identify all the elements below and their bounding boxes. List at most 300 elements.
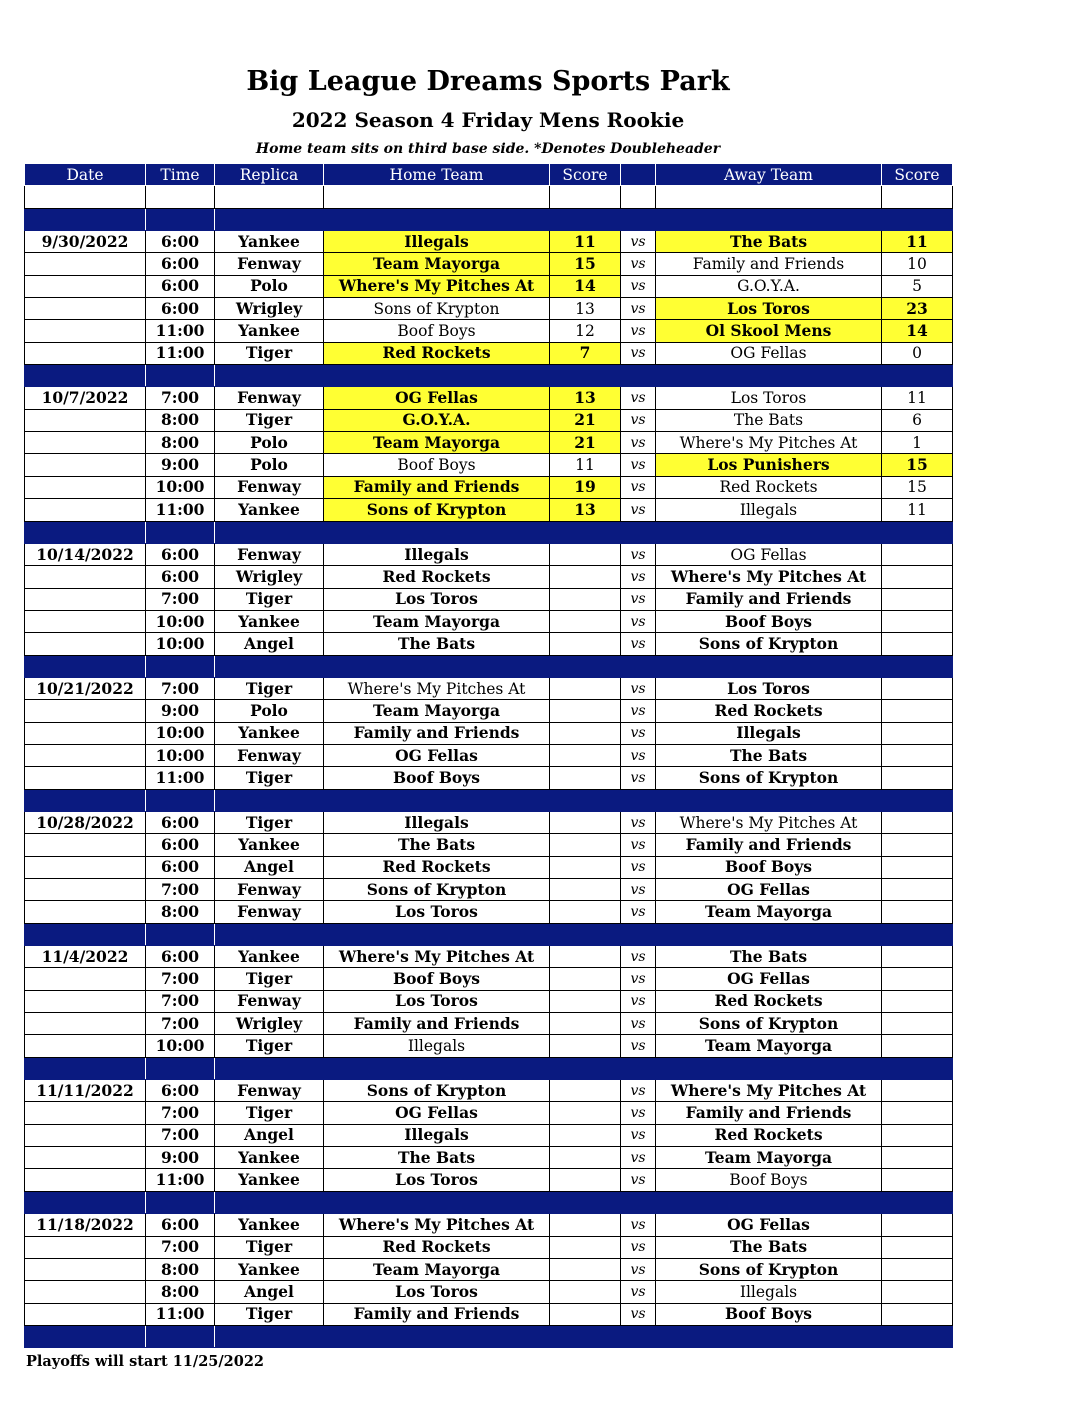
- away-score: [882, 610, 953, 632]
- game-row: [25, 1124, 953, 1146]
- game-field: Wrigley: [215, 298, 324, 320]
- home-score: [550, 901, 621, 923]
- away-team: Sons of Krypton: [656, 767, 882, 789]
- vs-label: vs: [621, 1080, 656, 1102]
- away-score: 10: [882, 253, 953, 275]
- home-team: Where's My Pitches At: [324, 946, 550, 968]
- home-team: Los Toros: [324, 990, 550, 1012]
- vs-label: vs: [621, 1303, 656, 1325]
- home-score: [550, 1281, 621, 1303]
- away-team: Illegals: [656, 722, 882, 744]
- game-date: [25, 610, 146, 632]
- away-team: Boof Boys: [656, 610, 882, 632]
- away-team: Red Rockets: [656, 700, 882, 722]
- game-time: 6:00: [146, 231, 215, 253]
- home-score: [550, 677, 621, 699]
- vs-label: vs: [621, 1281, 656, 1303]
- separator-cell: [324, 1191, 550, 1213]
- separator-cell: [146, 789, 215, 811]
- away-score: 15: [882, 454, 953, 476]
- separator-cell: [25, 1325, 146, 1347]
- away-team: Sons of Krypton: [656, 1013, 882, 1035]
- game-time: 10:00: [146, 633, 215, 655]
- away-score: [882, 856, 953, 878]
- away-score: 6: [882, 409, 953, 431]
- away-team: Red Rockets: [656, 476, 882, 498]
- away-score: [882, 1147, 953, 1169]
- game-row: [25, 253, 953, 275]
- separator-cell: [621, 1325, 656, 1347]
- game-time: 8:00: [146, 409, 215, 431]
- away-score: [882, 1080, 953, 1102]
- separator-cell: [25, 1057, 146, 1079]
- vs-label: vs: [621, 476, 656, 498]
- game-date: [25, 454, 146, 476]
- away-team: Boof Boys: [656, 1303, 882, 1325]
- away-score: [882, 700, 953, 722]
- game-row: [25, 901, 953, 923]
- game-time: 6:00: [146, 1214, 215, 1236]
- game-time: 7:00: [146, 588, 215, 610]
- game-field: Tiger: [215, 968, 324, 990]
- game-time: 6:00: [146, 946, 215, 968]
- game-date: [25, 1035, 146, 1057]
- home-score: [550, 1013, 621, 1035]
- away-team: OG Fellas: [656, 1214, 882, 1236]
- home-score: 11: [550, 454, 621, 476]
- vs-label: vs: [621, 767, 656, 789]
- separator-cell: [146, 365, 215, 387]
- away-score: [882, 1169, 953, 1191]
- game-time: 9:00: [146, 454, 215, 476]
- away-team: OG Fellas: [656, 968, 882, 990]
- separator-cell: [215, 208, 324, 230]
- away-team: Los Punishers: [656, 454, 882, 476]
- home-team: Illegals: [324, 811, 550, 833]
- home-score: [550, 1169, 621, 1191]
- away-score: [882, 990, 953, 1012]
- away-team: Team Mayorga: [656, 901, 882, 923]
- game-row: [25, 1013, 953, 1035]
- game-date: [25, 499, 146, 521]
- vs-label: vs: [621, 342, 656, 364]
- home-score: [550, 946, 621, 968]
- game-time: 6:00: [146, 566, 215, 588]
- game-field: Tiger: [215, 1236, 324, 1258]
- game-field: Yankee: [215, 320, 324, 342]
- home-team: Los Toros: [324, 1169, 550, 1191]
- separator-cell: [621, 1057, 656, 1079]
- separator-cell: [146, 208, 215, 230]
- away-team: Ol Skool Mens: [656, 320, 882, 342]
- separator-cell: [882, 521, 953, 543]
- game-time: 11:00: [146, 1169, 215, 1191]
- game-date: [25, 767, 146, 789]
- separator-cell: [656, 1325, 882, 1347]
- game-time: 7:00: [146, 1013, 215, 1035]
- separator-cell: [324, 1057, 550, 1079]
- vs-label: vs: [621, 1258, 656, 1280]
- home-score: 11: [550, 231, 621, 253]
- separator-cell: [215, 1057, 324, 1079]
- empty-cell: [550, 186, 621, 208]
- away-team: Boof Boys: [656, 1169, 882, 1191]
- game-time: 6:00: [146, 298, 215, 320]
- away-score: [882, 588, 953, 610]
- separator-cell: [550, 365, 621, 387]
- game-field: Yankee: [215, 946, 324, 968]
- away-score: [882, 834, 953, 856]
- home-team: Team Mayorga: [324, 432, 550, 454]
- home-team: Family and Friends: [324, 1303, 550, 1325]
- away-score: 0: [882, 342, 953, 364]
- home-score: [550, 543, 621, 565]
- game-row: [25, 543, 953, 565]
- game-time: 7:00: [146, 990, 215, 1012]
- home-team: Team Mayorga: [324, 1258, 550, 1280]
- separator-cell: [656, 208, 882, 230]
- vs-label: vs: [621, 566, 656, 588]
- away-score: [882, 1214, 953, 1236]
- game-time: 11:00: [146, 320, 215, 342]
- separator-cell: [324, 1325, 550, 1347]
- game-time: 10:00: [146, 610, 215, 632]
- col-home-score: Score: [550, 164, 621, 186]
- home-team: Red Rockets: [324, 856, 550, 878]
- game-time: 8:00: [146, 432, 215, 454]
- game-field: Angel: [215, 1124, 324, 1146]
- home-team: OG Fellas: [324, 387, 550, 409]
- empty-cell: [146, 186, 215, 208]
- game-field: Wrigley: [215, 566, 324, 588]
- header-row: [25, 164, 953, 186]
- game-field: Yankee: [215, 610, 324, 632]
- away-team: Sons of Krypton: [656, 633, 882, 655]
- away-score: 15: [882, 476, 953, 498]
- empty-cell: [215, 186, 324, 208]
- away-score: 11: [882, 499, 953, 521]
- away-team: Los Toros: [656, 298, 882, 320]
- vs-label: vs: [621, 432, 656, 454]
- home-team: Red Rockets: [324, 566, 550, 588]
- separator-cell: [656, 365, 882, 387]
- game-date: [25, 320, 146, 342]
- away-score: [882, 633, 953, 655]
- separator-cell: [550, 1057, 621, 1079]
- vs-label: vs: [621, 968, 656, 990]
- away-score: [882, 543, 953, 565]
- home-team: Team Mayorga: [324, 610, 550, 632]
- game-field: Fenway: [215, 387, 324, 409]
- away-score: [882, 744, 953, 766]
- game-date: [25, 1102, 146, 1124]
- home-score: [550, 744, 621, 766]
- separator-cell: [146, 1057, 215, 1079]
- home-score: [550, 856, 621, 878]
- separator-cell: [215, 1325, 324, 1347]
- home-score: [550, 588, 621, 610]
- game-time: 6:00: [146, 253, 215, 275]
- game-row: [25, 856, 953, 878]
- col-time: Time: [146, 164, 215, 186]
- game-row: [25, 1281, 953, 1303]
- vs-label: vs: [621, 610, 656, 632]
- game-date: [25, 253, 146, 275]
- separator-cell: [882, 1325, 953, 1347]
- game-date: 10/14/2022: [25, 543, 146, 565]
- separator-cell: [146, 1191, 215, 1213]
- game-time: 11:00: [146, 342, 215, 364]
- game-time: 10:00: [146, 1035, 215, 1057]
- away-team: Red Rockets: [656, 990, 882, 1012]
- vs-label: vs: [621, 275, 656, 297]
- col-replica: Replica: [215, 164, 324, 186]
- schedule-table: [24, 163, 953, 1348]
- vs-label: vs: [621, 946, 656, 968]
- separator-cell: [550, 208, 621, 230]
- away-score: [882, 811, 953, 833]
- game-date: [25, 968, 146, 990]
- away-score: [882, 901, 953, 923]
- away-team: Team Mayorga: [656, 1147, 882, 1169]
- home-score: 21: [550, 432, 621, 454]
- separator-cell: [656, 1057, 882, 1079]
- away-score: [882, 677, 953, 699]
- separator-cell: [656, 789, 882, 811]
- week-separator: [25, 521, 953, 543]
- separator-cell: [25, 789, 146, 811]
- game-row: [25, 231, 953, 253]
- game-date: [25, 1147, 146, 1169]
- away-score: 14: [882, 320, 953, 342]
- home-score: 13: [550, 387, 621, 409]
- game-time: 7:00: [146, 387, 215, 409]
- game-date: 11/4/2022: [25, 946, 146, 968]
- away-score: [882, 1035, 953, 1057]
- separator-cell: [324, 923, 550, 945]
- empty-cell: [882, 186, 953, 208]
- game-field: Tiger: [215, 677, 324, 699]
- vs-label: vs: [621, 879, 656, 901]
- away-team: Red Rockets: [656, 1124, 882, 1146]
- game-time: 8:00: [146, 901, 215, 923]
- game-date: 9/30/2022: [25, 231, 146, 253]
- week-separator: [25, 655, 953, 677]
- home-team: G.O.Y.A.: [324, 409, 550, 431]
- game-row: [25, 744, 953, 766]
- game-time: 6:00: [146, 275, 215, 297]
- away-team: Illegals: [656, 499, 882, 521]
- separator-cell: [621, 208, 656, 230]
- vs-label: vs: [621, 1236, 656, 1258]
- away-team: Boof Boys: [656, 856, 882, 878]
- game-row: [25, 1080, 953, 1102]
- game-date: [25, 1258, 146, 1280]
- away-score: [882, 946, 953, 968]
- game-row: [25, 387, 953, 409]
- home-score: 21: [550, 409, 621, 431]
- separator-cell: [25, 208, 146, 230]
- home-score: 12: [550, 320, 621, 342]
- col-away-team: Away Team: [656, 164, 882, 186]
- game-row: [25, 1214, 953, 1236]
- playoffs-note: Playoffs will start 11/25/2022: [26, 1353, 265, 1370]
- home-team: Red Rockets: [324, 1236, 550, 1258]
- separator-cell: [25, 521, 146, 543]
- away-score: [882, 1236, 953, 1258]
- game-row: [25, 990, 953, 1012]
- game-row: [25, 320, 953, 342]
- game-field: Polo: [215, 454, 324, 476]
- vs-label: vs: [621, 499, 656, 521]
- game-date: [25, 633, 146, 655]
- separator-cell: [550, 521, 621, 543]
- game-date: [25, 879, 146, 901]
- away-team: Where's My Pitches At: [656, 432, 882, 454]
- game-field: Polo: [215, 432, 324, 454]
- game-field: Yankee: [215, 1214, 324, 1236]
- home-team: The Bats: [324, 834, 550, 856]
- vs-label: vs: [621, 722, 656, 744]
- away-score: [882, 1303, 953, 1325]
- game-time: 7:00: [146, 1236, 215, 1258]
- away-team: G.O.Y.A.: [656, 275, 882, 297]
- separator-cell: [882, 1057, 953, 1079]
- separator-cell: [215, 521, 324, 543]
- empty-cell: [621, 186, 656, 208]
- away-score: [882, 767, 953, 789]
- separator-cell: [882, 923, 953, 945]
- home-team: Illegals: [324, 543, 550, 565]
- away-team: Team Mayorga: [656, 1035, 882, 1057]
- away-team: Family and Friends: [656, 253, 882, 275]
- away-team: The Bats: [656, 946, 882, 968]
- game-field: Tiger: [215, 588, 324, 610]
- game-date: [25, 409, 146, 431]
- separator-cell: [146, 521, 215, 543]
- separator-cell: [621, 521, 656, 543]
- away-score: 23: [882, 298, 953, 320]
- week-separator: [25, 1057, 953, 1079]
- game-field: Angel: [215, 856, 324, 878]
- home-score: [550, 1080, 621, 1102]
- game-row: [25, 968, 953, 990]
- vs-label: vs: [621, 320, 656, 342]
- game-field: Fenway: [215, 1080, 324, 1102]
- away-score: [882, 968, 953, 990]
- away-score: [882, 1102, 953, 1124]
- home-team: Illegals: [324, 1124, 550, 1146]
- game-date: [25, 901, 146, 923]
- home-score: [550, 1236, 621, 1258]
- home-team: Team Mayorga: [324, 253, 550, 275]
- game-row: [25, 834, 953, 856]
- away-score: [882, 566, 953, 588]
- game-date: [25, 1169, 146, 1191]
- home-score: [550, 610, 621, 632]
- away-score: [882, 1124, 953, 1146]
- separator-cell: [656, 655, 882, 677]
- game-field: Fenway: [215, 744, 324, 766]
- page-title: Big League Dreams Sports Park: [246, 66, 730, 97]
- game-date: 10/28/2022: [25, 811, 146, 833]
- separator-cell: [146, 1325, 215, 1347]
- home-team: Illegals: [324, 1035, 550, 1057]
- game-date: [25, 566, 146, 588]
- home-team: Los Toros: [324, 588, 550, 610]
- game-field: Tiger: [215, 409, 324, 431]
- separator-cell: [146, 923, 215, 945]
- away-team: Where's My Pitches At: [656, 811, 882, 833]
- separator-cell: [550, 789, 621, 811]
- separator-cell: [324, 521, 550, 543]
- game-field: Fenway: [215, 543, 324, 565]
- game-row: [25, 432, 953, 454]
- away-team: Los Toros: [656, 677, 882, 699]
- empty-cell: [656, 186, 882, 208]
- game-field: Fenway: [215, 901, 324, 923]
- game-field: Fenway: [215, 990, 324, 1012]
- vs-label: vs: [621, 1035, 656, 1057]
- away-team: Illegals: [656, 1281, 882, 1303]
- game-date: [25, 990, 146, 1012]
- game-field: Tiger: [215, 342, 324, 364]
- game-time: 11:00: [146, 1303, 215, 1325]
- vs-label: vs: [621, 231, 656, 253]
- game-date: [25, 722, 146, 744]
- game-date: [25, 1303, 146, 1325]
- game-field: Fenway: [215, 879, 324, 901]
- game-row: [25, 879, 953, 901]
- home-score: [550, 1303, 621, 1325]
- week-separator: [25, 208, 953, 230]
- game-date: [25, 744, 146, 766]
- home-team: Where's My Pitches At: [324, 677, 550, 699]
- separator-cell: [882, 655, 953, 677]
- separator-cell: [550, 655, 621, 677]
- schedule-note: Home team sits on third base side. *Denotes Doubleheader: [255, 141, 721, 157]
- home-score: [550, 1214, 621, 1236]
- separator-cell: [324, 655, 550, 677]
- game-row: [25, 1258, 953, 1280]
- week-separator: [25, 1325, 953, 1347]
- game-row: [25, 275, 953, 297]
- away-team: The Bats: [656, 231, 882, 253]
- away-team: Los Toros: [656, 387, 882, 409]
- game-field: Yankee: [215, 1258, 324, 1280]
- game-row: [25, 1236, 953, 1258]
- home-team: Red Rockets: [324, 342, 550, 364]
- game-time: 10:00: [146, 722, 215, 744]
- game-row: [25, 767, 953, 789]
- col-home-team: Home Team: [324, 164, 550, 186]
- away-score: [882, 1281, 953, 1303]
- home-score: [550, 566, 621, 588]
- vs-label: vs: [621, 990, 656, 1012]
- game-field: Angel: [215, 633, 324, 655]
- game-row: [25, 476, 953, 498]
- week-separator: [25, 1191, 953, 1213]
- separator-cell: [656, 923, 882, 945]
- game-time: 8:00: [146, 1258, 215, 1280]
- game-date: 11/11/2022: [25, 1080, 146, 1102]
- home-score: 7: [550, 342, 621, 364]
- game-row: [25, 722, 953, 744]
- home-team: Sons of Krypton: [324, 1080, 550, 1102]
- separator-cell: [25, 923, 146, 945]
- home-team: Sons of Krypton: [324, 298, 550, 320]
- home-score: 13: [550, 298, 621, 320]
